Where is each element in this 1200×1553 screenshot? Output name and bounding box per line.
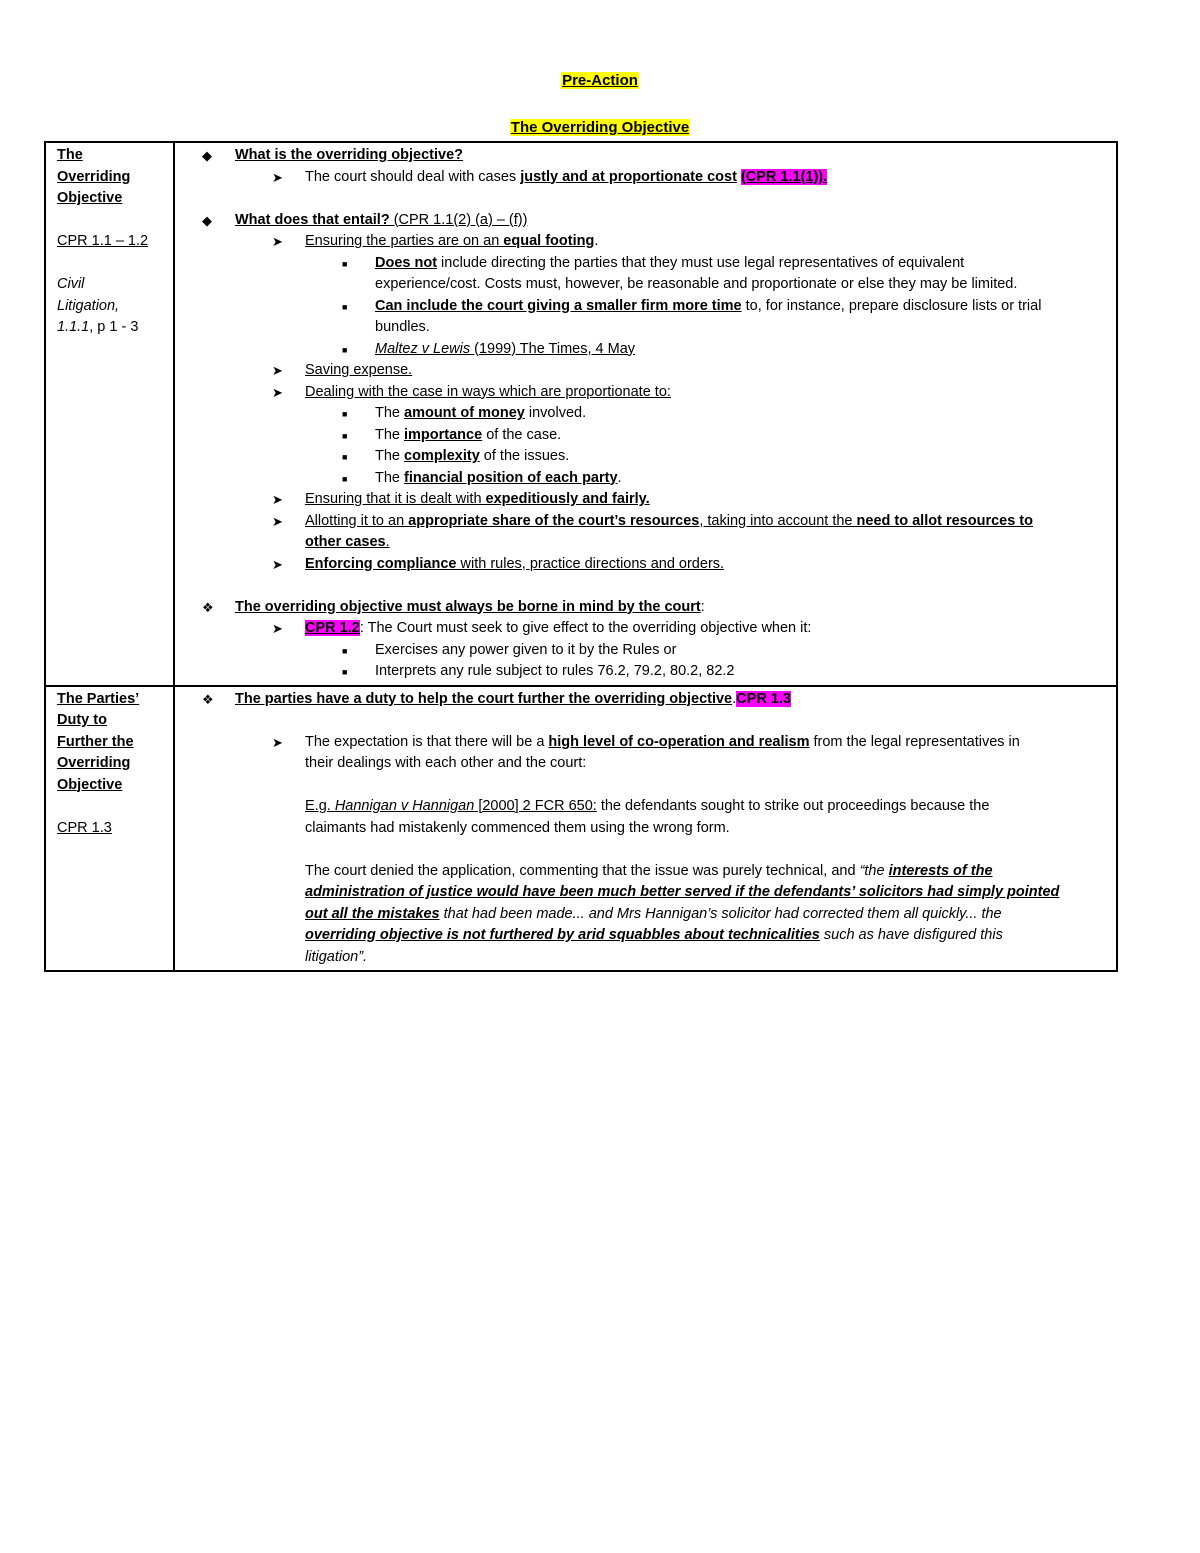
diamond-bullet-icon: ◆: [202, 212, 212, 228]
list-item: ■ Does not include directing the parties that they must use legal representatives of equivalent experience/cost. Costs must, however, be reasonable and proportionate or else they may be limited.: [342, 254, 1018, 292]
left-heading-line: Further the: [57, 733, 134, 750]
arrow-bullet-icon: ➤: [272, 734, 283, 750]
list-item: ➤ Ensuring that it is dealt with expeditiously and fairly.: [175, 489, 1110, 511]
court-decision: The court denied the application, commenting that the issue was purely technical, and “the interests of the administration of justice would have been much better served if the defendants’ solicitors had simply pointed out all the mistakes that had been made... and Mrs Hannigan’s solicitor had corrected them all quickly... the overriding objective is not furthered by arid squabbles about technicalities such as have disfigured this litigation”.: [305, 862, 1060, 965]
left-heading-line: The Parties’: [57, 690, 140, 707]
example-hannigan: E.g. Hannigan v Hannigan [2000] 2 FCR 650: the defendants sought to strike out proceedings because the claimants had mistakenly commenced them using the wrong form.: [305, 798, 990, 836]
clover-bullet-icon: ❖: [202, 599, 214, 615]
arrow-bullet-icon: ➤: [272, 621, 283, 636]
statement-borne-in-mind: ❖ The overriding objective must always be borne in mind by the court:: [175, 597, 1110, 619]
arrow-bullet-icon: ➤: [272, 492, 283, 507]
left-heading-line: Objective: [57, 190, 123, 206]
list-item: ■ Interprets any rule subject to rules 76.2, 79.2, 80.2, 82.2: [175, 661, 1110, 683]
page-subtitle: The Overriding Objective: [510, 119, 690, 136]
question-what-entail: ◆ What does that entail? (CPR 1.1(2) (a) – (f)): [175, 210, 1110, 232]
question-what-is: ◆ What is the overriding objective?: [175, 145, 1110, 167]
square-bullet-icon: ■: [342, 430, 348, 441]
left-book-page: 1.1.1, p 1 - 3: [57, 319, 139, 335]
list-item: ➤ The expectation is that there will be a high level of co-operation and realism from the legal representatives in their dealings with each other and the court:: [272, 733, 1020, 771]
left-book-line: Litigation,: [57, 297, 120, 314]
arrow-bullet-icon: ➤: [272, 169, 283, 185]
list-item: ➤ Dealing with the case in ways which are proportionate to:: [175, 382, 1110, 404]
left-cpr-reference: CPR 1.1 – 1.2: [57, 233, 149, 249]
list-item: ■ The financial position of each party.: [175, 468, 1110, 490]
table-row-overriding-objective: [45, 142, 1117, 686]
left-heading-line: Overriding: [57, 168, 131, 185]
list-item: ■ Exercises any power given to it by the Rules or: [175, 640, 1110, 662]
right-cell-overriding-objective: [174, 142, 1117, 686]
left-cpr-reference: CPR 1.3: [57, 819, 112, 836]
left-heading-line: Objective: [57, 776, 123, 793]
diamond-bullet-icon: ◆: [202, 148, 212, 163]
list-item: ➤ Enforcing compliance with rules, practice directions and orders.: [175, 554, 1110, 576]
square-bullet-icon: ■: [342, 645, 348, 656]
left-book-line: Civil: [57, 276, 85, 292]
list-item: ■ The importance of the case.: [175, 425, 1110, 447]
page-title: Pre-Action: [562, 72, 638, 89]
left-cell-parties-duty: [45, 686, 174, 972]
list-item: ➤ The court should deal with cases justly and at proportionate cost (CPR 1.1(1)).: [175, 167, 1110, 189]
list-item: ➤ Allotting it to an appropriate share of the court’s resources, taking into account the need to allot resources to other cases.: [272, 512, 1033, 550]
list-item: ■ The amount of money involved.: [175, 403, 1110, 425]
right-cell-parties-duty: [174, 686, 1117, 972]
square-bullet-icon: ■: [342, 473, 348, 484]
arrow-bullet-icon: ➤: [272, 384, 283, 400]
square-bullet-icon: ■: [342, 258, 348, 269]
statement-parties-duty: ❖ The parties have a duty to help the court further the overriding objective.CPR 1.3: [175, 689, 1110, 711]
square-bullet-icon: ■: [342, 667, 348, 677]
list-item: ➤ Ensuring the parties are on an equal footing.: [175, 231, 1110, 253]
square-bullet-icon: ■: [342, 409, 348, 419]
list-item: ➤ CPR 1.2: The Court must seek to give effect to the overriding objective when it:: [175, 618, 1110, 640]
notes-table: [44, 141, 1118, 972]
left-cell-overriding-objective: [45, 142, 174, 686]
list-item: ➤ Saving expense.: [175, 360, 1110, 382]
clover-bullet-icon: ❖: [202, 691, 214, 707]
left-heading-line: Duty to: [57, 712, 107, 728]
list-item: ■ Can include the court giving a smaller firm more time to, for instance, prepare disclosure lists or trial bundles.: [342, 297, 1042, 335]
square-bullet-icon: ■: [342, 301, 348, 312]
left-heading-line: Overriding: [57, 755, 131, 771]
arrow-bullet-icon: ➤: [272, 234, 283, 249]
square-bullet-icon: ■: [342, 452, 348, 462]
arrow-bullet-icon: ➤: [272, 556, 283, 572]
left-heading-line: The: [57, 147, 83, 163]
arrow-bullet-icon: ➤: [272, 513, 283, 529]
table-row-parties-duty: [45, 686, 1117, 972]
list-item: ■ The complexity of the issues.: [175, 446, 1110, 468]
arrow-bullet-icon: ➤: [272, 363, 283, 378]
list-item: ■ Maltez v Lewis (1999) The Times, 4 May: [175, 339, 1110, 361]
square-bullet-icon: ■: [342, 344, 348, 355]
